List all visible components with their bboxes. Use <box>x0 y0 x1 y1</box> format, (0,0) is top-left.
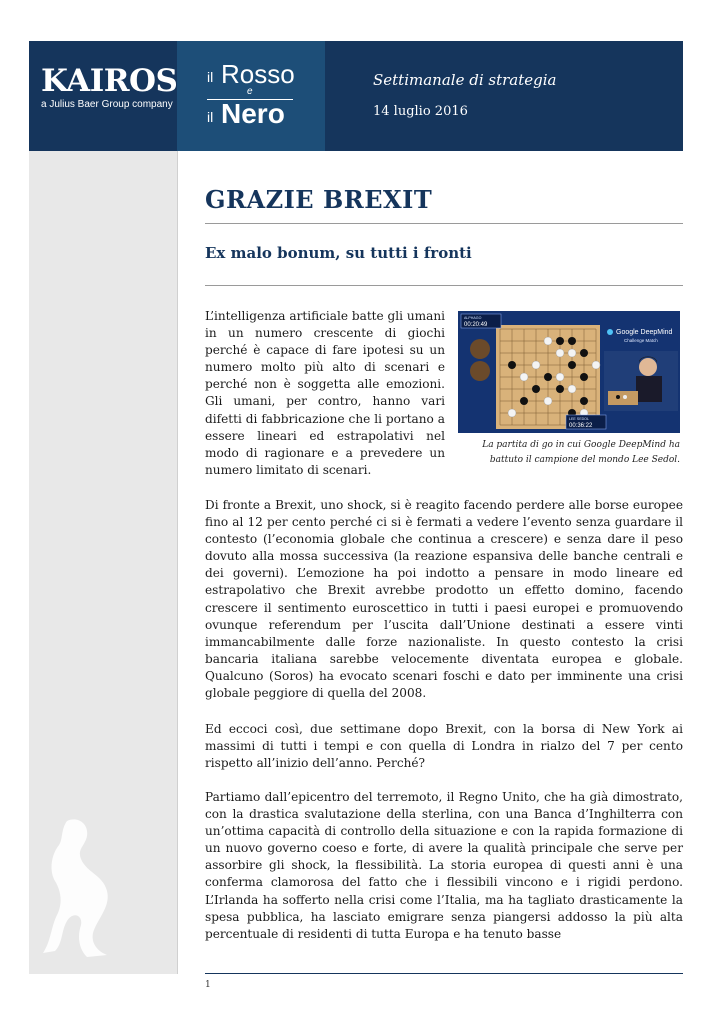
article-subtitle: Ex malo bonum, su tutti i fronti <box>205 244 472 262</box>
header-banner <box>29 41 683 151</box>
deepmind-brand: Google DeepMind <box>616 329 673 336</box>
series-title: Settimanale di strategia <box>373 71 557 89</box>
kairos-brand <box>29 41 177 151</box>
logo-rosso: Rosso <box>221 59 295 89</box>
timer-top-label: ALPHAGO <box>464 316 482 320</box>
footer-divider <box>205 973 683 974</box>
left-sidebar <box>29 151 178 974</box>
title-divider <box>205 223 683 224</box>
logo-nero: Nero <box>221 98 285 129</box>
logo-il-bottom: il <box>207 109 214 125</box>
timer-bottom-label: LEE SEDOL <box>569 417 589 421</box>
logo-il-top: il <box>207 69 214 85</box>
intro-paragraph: L’intelligenza artificiale batte gli umani in un numero crescente di giochi perché è capace di fare ipotesi su un numero molto più alto di scenari e perché non è soggetta alle emozioni. Gli umani, per contro, hanno vari difetti di fabbricazione che li portano a essere lineari ed estrapolativi nel modo di ragionare e a prevedere un numero limitato di scenari. <box>205 309 445 477</box>
go-board-image <box>458 311 680 433</box>
timer-top-value: 00:20:49 <box>464 322 488 328</box>
issue-date: 14 luglio 2016 <box>373 104 468 119</box>
page-number: 1 <box>205 980 211 990</box>
go-match-photo <box>458 311 680 433</box>
logo-e: e <box>247 86 253 97</box>
challenge-match-label: Challenge Match <box>624 338 658 343</box>
subtitle-divider <box>205 285 683 286</box>
timer-bottom-value: 00:36:22 <box>569 423 593 429</box>
figure-caption: La partita di go in cui Google DeepMind ha battuto il campione del mondo Lee Sedol. <box>482 440 680 465</box>
body-paragraph: Partiamo dall’epicentro del terremoto, il Regno Unito, che ha già dimostrato, con la drastica svalutazione della sterlina, con una Banca d’Inghilterra con un’ottima capacità di controllo della situazione e con la rapida formazione di un nuovo governo coeso e forte, di avere la qualità principale che serve per assorbire gli shock, la flessibilità. La storia europea di questi anni è una conferma clamorosa del fatto che i flessibili vincono e i rigidi perdono. L’Irlanda ha sofferto nella crisi come l’Italia, ma ha tagliato drasticamente la spesa pubblica, ha lasciato emigrare senza piangersi addosso la più alta percentuale di residenti di tutta Europa e ha tenuto basse <box>205 790 683 941</box>
kairos-logo: KAIROS <box>41 63 178 99</box>
rosso-nero-logo <box>177 41 325 151</box>
body-paragraph: Di fronte a Brexit, uno shock, si è reagito facendo perdere alle borse europee fino al 12 per cento perché ci si è fermati a vedere l’evento senza guardare il contesto (l’economia globale che continua a crescere) e senza dare il peso dovuto alla mossa successiva (la reazione espansiva delle banche centrali e dei governi). L’emozione ha poi indotto a pensare in modo lineare ed estrapolativo che Brexit avrebbe prodotto un effetto domino, facendo crescere il sentimento euroscettico in tutti i paesi europei e promuovendo ovunque referendum per l’uscita dall’Unione destinati a essere vinti immancabilmente dalle forze nazionaliste. In questo contesto la crisi bancaria italiana sarebbe velocemente diventata europea e globale. Qualcuno (Soros) ha evocato scenari foschi e dato per imminente una crisi globale peggiore di quella del 2008. <box>205 498 683 701</box>
body-paragraph: Ed eccoci così, due settimane dopo Brexit, con la borsa di New York ai massimi di tutti i tempi e con quella di Londra in rialzo del 7 per cento rispetto all’inizio dell’anno. Perché? <box>205 722 683 771</box>
kairos-tagline: a Julius Baer Group company <box>41 99 173 110</box>
article-title: GRAZIE BREXIT <box>205 185 433 214</box>
horse-watermark-icon <box>37 811 127 961</box>
